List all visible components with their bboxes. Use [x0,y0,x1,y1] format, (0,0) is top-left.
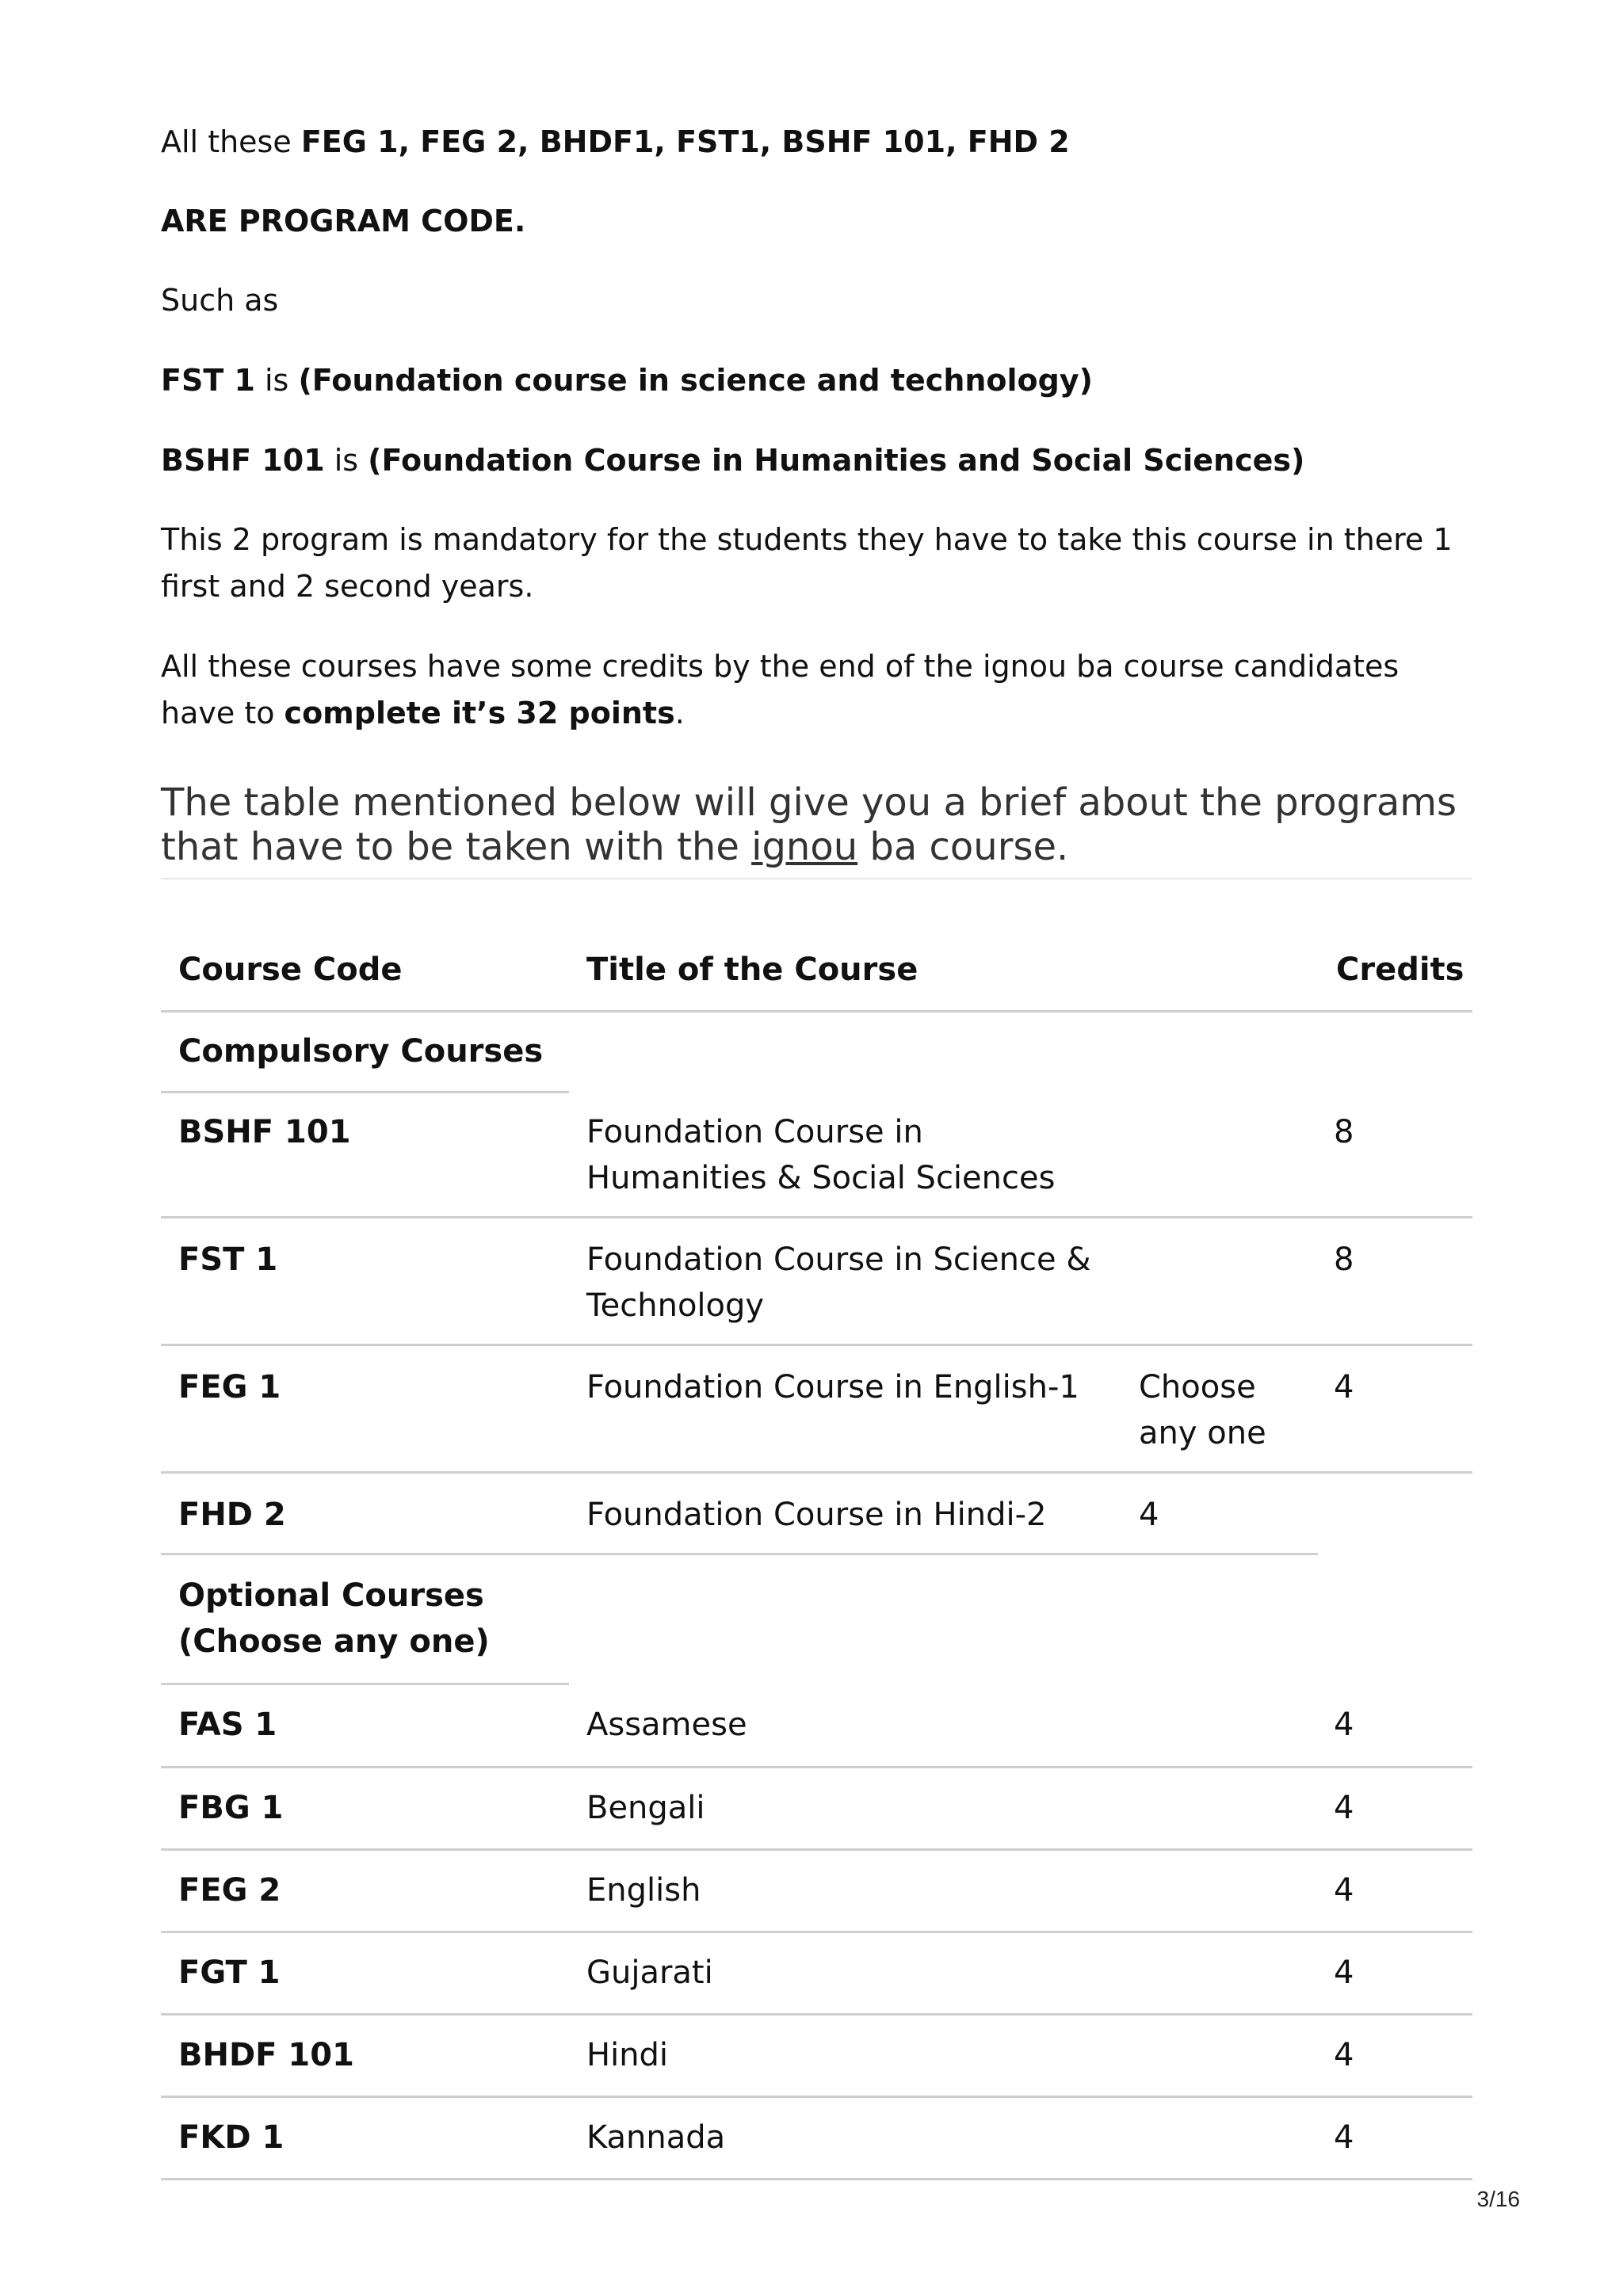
mandatory-paragraph: This 2 program is mandatory for the students they have to take this course in there 1 first and 2 second years. [161,522,1453,604]
row-divider [161,1471,1472,1474]
heading-divider [161,878,1472,879]
course-title: Kannada [586,2119,726,2156]
course-title: Foundation Course in Hindi-2 [586,1497,1047,1533]
row-divider [161,2013,1472,2016]
intro-line-1: All these FEG 1, FEG 2, BHDF1, FST1, BSHF 101, FHD 2 [161,124,1070,159]
course-code: BHDF 101 [178,2037,354,2073]
course-title: English [586,1872,701,1909]
header-course-title: Title of the Course [586,952,918,988]
course-code: FEG 1 [178,1369,281,1405]
course-title: Foundation Course in English-1 [586,1369,1079,1405]
course-credits: 4 [1334,1955,1354,1991]
course-credits: 4 [1334,1707,1354,1743]
row-divider [161,1010,1472,1013]
header-course-code: Course Code [178,952,403,988]
course-credits: 8 [1334,1114,1354,1150]
row-divider [161,1848,1472,1851]
course-credits: 8 [1334,1241,1354,1278]
row-divider [161,1553,1318,1555]
row-divider [161,1216,1472,1219]
course-title: Foundation Course in Humanities & Social Sciences [586,1114,1056,1196]
compulsory-label: Compulsory Courses [178,1033,544,1070]
row-divider [161,1931,1472,1933]
course-note: 4 [1139,1497,1159,1533]
fst-definition: FST 1 is (Foundation course in science and technology) [161,363,1094,398]
course-credits: 4 [1334,2119,1354,2156]
course-code: FAS 1 [178,1707,277,1743]
page-number: 3/16 [1476,2187,1520,2211]
course-code: FEG 2 [178,1872,281,1909]
course-title: Foundation Course in Science & Technology [586,1241,1091,1324]
table-intro-heading: The table mentioned below will give you a brief about the programs that have to be taken with the ignou ba course. [161,780,1457,869]
course-note: Choose any one [1139,1369,1266,1451]
row-divider [161,2178,1472,2180]
course-title: Assamese [586,1707,747,1743]
row-divider [161,1683,569,1685]
course-code: FKD 1 [178,2119,285,2156]
course-credits: 4 [1334,1369,1354,1405]
course-code: FGT 1 [178,1955,281,1991]
ignou-link[interactable]: ignou [751,825,858,869]
header-credits: Credits [1336,952,1465,988]
optional-label: Optional Courses (Choose any one) [178,1577,490,1660]
row-divider [161,1344,1472,1346]
row-divider [161,1091,569,1093]
course-credits: 4 [1334,1872,1354,1909]
course-code: BSHF 101 [178,1114,351,1150]
course-code: FHD 2 [178,1497,286,1533]
course-code: FBG 1 [178,1790,284,1826]
bshf-definition: BSHF 101 is (Foundation Course in Humanities and Social Sciences) [161,443,1305,478]
course-title: Gujarati [586,1955,713,1991]
row-divider [161,1766,1472,1768]
row-divider [161,2096,1472,2098]
course-credits: 4 [1334,1790,1354,1826]
course-title: Bengali [586,1790,705,1826]
course-title: Hindi [586,2037,669,2073]
intro-line-3: Such as [161,283,279,318]
course-code: FST 1 [178,1241,278,1278]
credits-paragraph: All these courses have some credits by the end of the ignou ba course candidates have to complete it’s 32 points. [161,649,1400,730]
intro-line-2: ARE PROGRAM CODE. [161,204,526,238]
course-credits: 4 [1334,2037,1354,2073]
